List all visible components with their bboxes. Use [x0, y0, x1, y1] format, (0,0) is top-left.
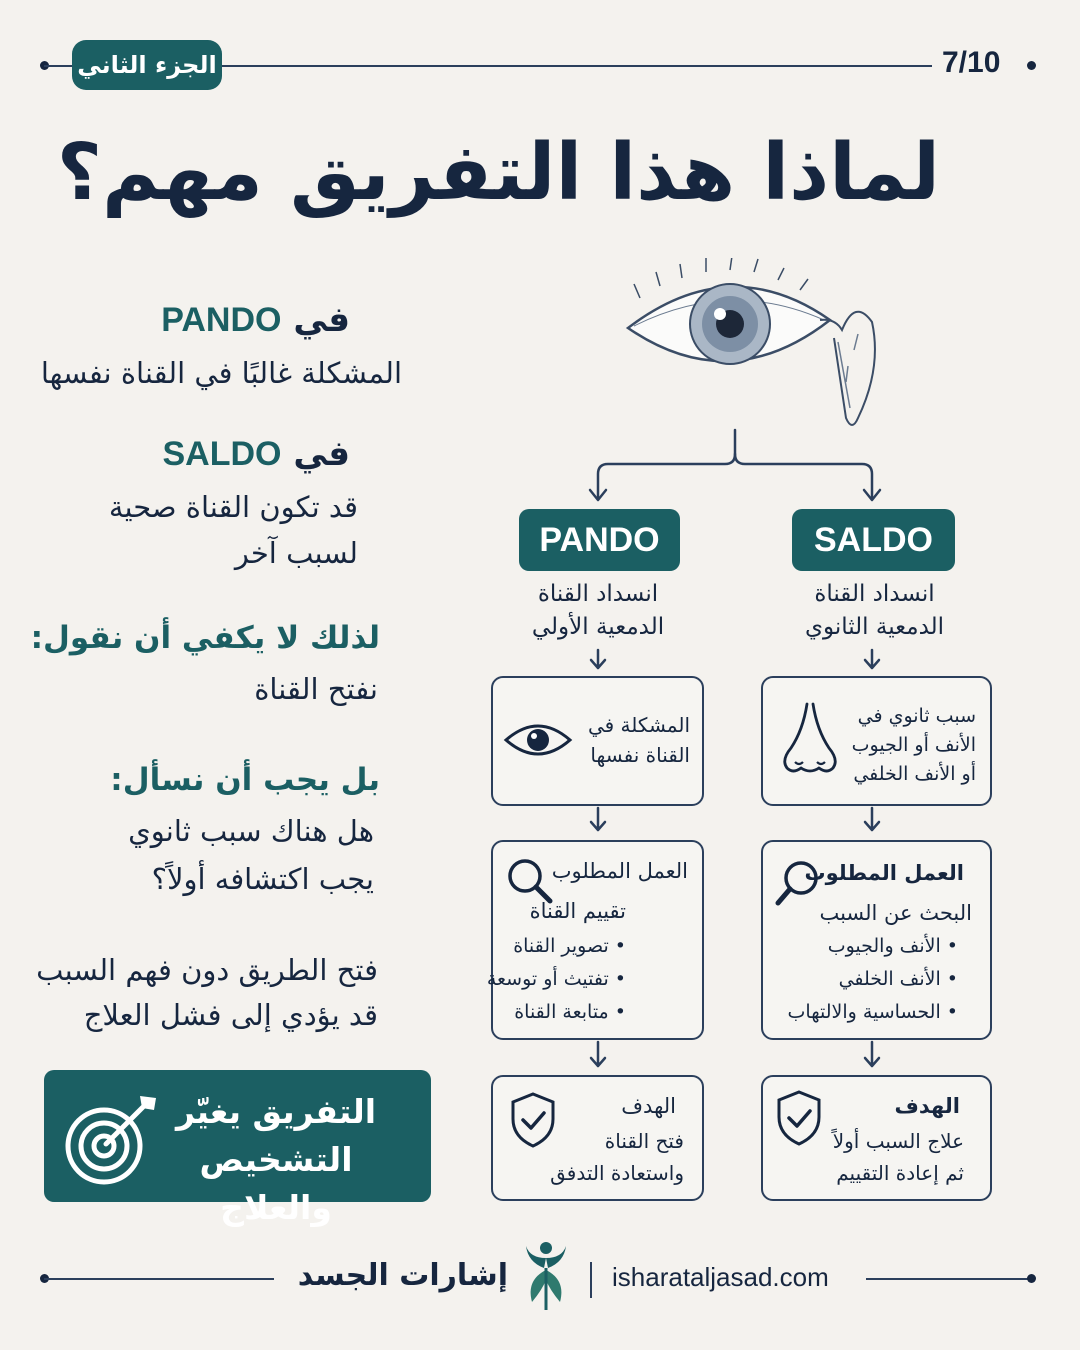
saldo-problem-line-1: سبب ثانوي في: [857, 705, 976, 727]
list-item-text: متابعة القناة: [514, 1001, 609, 1023]
saldo-goal-box: [761, 1075, 992, 1201]
key-message-line-1: التفريق يغيّر: [175, 1092, 377, 1131]
saldo-problem-line-2: الأنف أو الجيوب: [851, 734, 976, 756]
pando-problem-line-1: المشكلة في: [587, 713, 690, 737]
ask-heading: بل يجب أن نسأل:: [110, 762, 380, 798]
warning-text-1: فتح الطريق دون فهم السبب: [36, 953, 378, 987]
list-item-text: الأنف الخلفي: [838, 968, 941, 990]
footer-line-dot-right: [1027, 1274, 1036, 1283]
pando-goal-line-2: واستعادة التدفق: [550, 1161, 684, 1185]
pando-caption-2: الدمعية الأولي: [531, 614, 665, 640]
saldo-goal-text: [804, 1125, 964, 1189]
pando-problem-text: [580, 710, 690, 770]
footer-separator: [590, 1262, 592, 1298]
pando-action-box: [486, 840, 704, 1040]
website-link[interactable]: isharataljasad.com: [612, 1262, 829, 1292]
saldo-text-1: قد تكون القناة صحية: [108, 490, 358, 524]
top-divider-left: [44, 65, 74, 67]
key-message-text: [141, 1088, 411, 1232]
list-item-text: الحساسية والالتهاب: [787, 1001, 941, 1023]
saldo-problem-box: [761, 676, 992, 806]
so-text: نفتح القناة: [254, 672, 378, 706]
footer-divider-left: [44, 1278, 274, 1280]
pando-action-title: العمل المطلوب: [551, 859, 688, 883]
list-item-text: تفتيث أو توسعة: [486, 968, 609, 990]
pando-heading: [60, 300, 350, 348]
pando-action-list: [486, 930, 626, 1029]
list-item: • تفتيث أو توسعة: [486, 968, 626, 990]
top-divider: [222, 65, 932, 67]
ask-text-1: هل هناك سبب ثانوي: [128, 814, 374, 848]
pando-caption: [508, 578, 688, 648]
saldo-heading: [60, 434, 350, 482]
warning-text-2: قد يؤدي إلى فشل العلاج: [83, 998, 378, 1032]
saldo-text-2: لسبب آخر: [234, 536, 358, 570]
pando-goal-line-1: فتح القناة: [604, 1129, 684, 1153]
target-arrow-icon: [62, 1088, 162, 1188]
top-line-dot-right: [1027, 61, 1036, 70]
saldo-goal-title: الهدف: [894, 1094, 960, 1118]
list-item-text: تصوير القناة: [513, 935, 609, 957]
pando-goal-title: الهدف: [621, 1094, 676, 1118]
saldo-action-title: العمل المطلوب: [804, 861, 964, 885]
saldo-problem-line-3: أو الأنف الخلفي: [853, 763, 976, 785]
pando-problem-line-2: القناة نفسها: [590, 743, 690, 767]
nose-icon: [777, 700, 843, 778]
saldo-problem-text: [836, 702, 976, 789]
pando-label: PANDO: [519, 509, 680, 571]
brand-name: إشارات الجسد: [297, 1258, 508, 1293]
list-item: • الأنف والجيوب: [827, 935, 958, 957]
saldo-caption-1: انسداد القناة: [814, 581, 935, 607]
pando-problem-box: [491, 676, 704, 806]
saldo-action-box: [761, 840, 992, 1040]
saldo-goal-line-1: علاج السبب أولاً: [832, 1129, 964, 1153]
saldo-goal-line-2: ثم إعادة التقييم: [836, 1161, 964, 1185]
saldo-caption-2: الدمعية الثانوي: [804, 614, 945, 640]
pando-text: المشكلة غالبًا في القناة نفسها: [40, 356, 402, 390]
page-title: لماذا هذا التفريق مهم؟: [56, 128, 940, 218]
saldo-action-subtitle: البحث عن السبب: [819, 901, 972, 925]
list-item: • متابعة القناة: [514, 1001, 626, 1023]
key-message-banner: [44, 1070, 431, 1227]
pando-action-subtitle: تقييم القناة: [529, 899, 626, 923]
list-item: • الحساسية والالتهاب: [787, 1001, 958, 1023]
part-badge: الجزء الثاني: [72, 40, 222, 90]
key-message-line-2: التشخيص والعلاج: [199, 1140, 353, 1227]
saldo-label: SALDO: [792, 509, 955, 571]
saldo-heading-prefix: في: [293, 434, 350, 474]
person-leaf-logo-icon: [520, 1240, 572, 1312]
pando-caption-1: انسداد القناة: [537, 581, 659, 607]
list-item-text: الأنف والجيوب: [827, 935, 941, 957]
so-heading: لذلك لا يكفي أن نقول:: [30, 620, 380, 656]
page-indicator: 7/10: [942, 46, 1001, 79]
pando-goal-text: [524, 1125, 684, 1189]
pando-heading-name: PANDO: [161, 301, 282, 339]
eye-icon: [503, 718, 573, 762]
ask-text-2: يجب اكتشافه أولاً؟: [151, 862, 374, 896]
eye-tear-duct-illustration: [620, 258, 890, 438]
list-item: • الأنف الخلفي: [838, 968, 958, 990]
pando-goal-box: [491, 1075, 704, 1201]
saldo-heading-name: SALDO: [162, 435, 282, 473]
footer-divider-right: [866, 1278, 1030, 1280]
saldo-action-list: [768, 930, 958, 1029]
pando-heading-prefix: في: [293, 300, 350, 340]
list-item: • تصوير القناة: [513, 935, 626, 957]
saldo-caption: [782, 578, 967, 648]
